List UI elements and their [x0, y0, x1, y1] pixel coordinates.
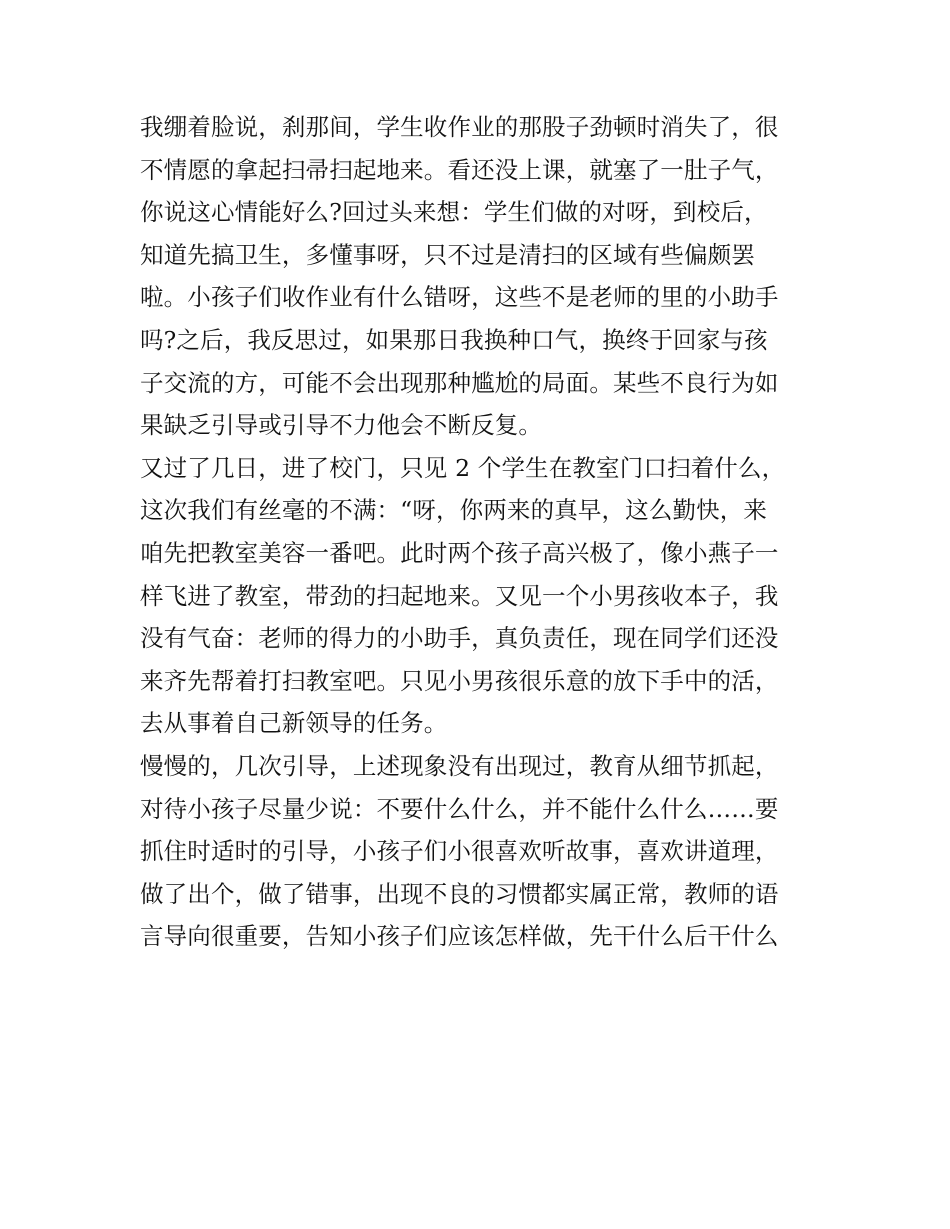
text-line: 慢慢的，几次引导，上述现象没有出现过，教育从细节抓起， [140, 751, 779, 780]
paragraph-3 [140, 745, 820, 958]
text-line: 吗?之后，我反思过，如果那日我换种口气，换终于回家与孩 [140, 325, 768, 354]
text-line: 我绷着脸说，刹那间，学生收作业的那股子劲顿时消失了，很 [140, 113, 779, 141]
paragraph-1 [140, 106, 820, 447]
text-line: 子交流的方，可能不会出现那种尴尬的局面。某些不良行为如 [140, 368, 779, 397]
text-line: 又过了几日，进了校门，只见 2 个学生在教室门口扫着什么， [140, 453, 786, 482]
text-line: 这次我们有丝毫的不满：“呀，你两来的真早，这么勤快，来 [140, 496, 768, 525]
text-line: 言导向很重要，告知小孩子们应该怎样做，先干什么后干什么 [140, 922, 779, 951]
text-line: 去从事着自己新领导的任务。 [140, 709, 448, 738]
text-line: 不情愿的拿起扫帚扫起地来。看还没上课，就塞了一肚子气， [140, 155, 779, 184]
text-line: 知道先搞卫生，多懂事呀，只不过是清扫的区域有些偏颇罢 [140, 240, 755, 269]
text-line: 咱先把教室美容一番吧。此时两个孩子高兴极了，像小燕子一 [140, 538, 779, 567]
text-line: 你说这心情能好么?回过头来想：学生们做的对呀，到校后， [140, 198, 768, 227]
text-line: 样飞进了教室，带劲的扫起地来。又见一个小男孩收本子，我 [140, 581, 779, 610]
text-line: 啦。小孩子们收作业有什么错呀，这些不是老师的里的小助手 [140, 283, 779, 312]
paragraph-2 [140, 447, 820, 745]
text-line: 对待小孩子尽量少说：不要什么什么，并不能什么什么……要 [140, 794, 779, 823]
text-line: 来齐先帮着打扫教室吧。只见小男孩很乐意的放下手中的活， [140, 666, 779, 695]
text-line: 做了出个，做了错事，出现不良的习惯都实属正常，教师的语 [140, 879, 779, 908]
text-line: 果缺乏引导或引导不力他会不断反复。 [140, 411, 543, 440]
document-body [140, 106, 820, 958]
text-line: 没有气奋：老师的得力的小助手，真负责任，现在同学们还没 [140, 624, 779, 653]
text-line: 抓住时适时的引导，小孩子们小很喜欢听故事，喜欢讲道理， [140, 837, 779, 866]
